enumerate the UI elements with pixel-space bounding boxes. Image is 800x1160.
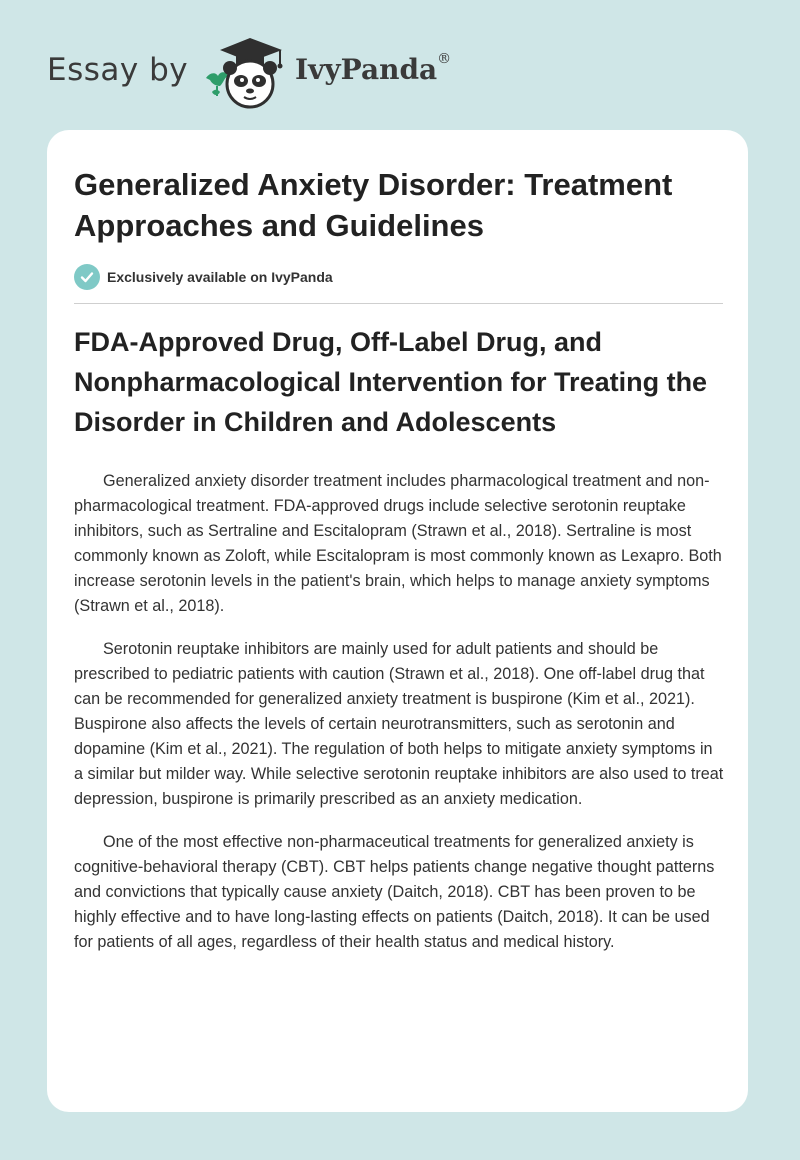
paragraph: One of the most effective non-pharmaceutical treatments for generalized anxiety is cognitive-behavioral therapy (CBT). CBT helps patients change negative thought patterns and convictions that typically cause anxiety (Daitch, 2018). CBT has been proven to be highly effective and to have long-lasting effects on patients (Daitch, 2018). It can be used for patients of all ages, regardless of their health status and medical history. xyxy=(74,833,715,951)
paragraph: Generalized anxiety disorder treatment includes pharmacological treatment and non-pharmacological treatment. FDA-approved drugs include selective serotonin reuptake inhibitors, such as Sertraline and Escitalopram (Strawn et al., 2018). Sertraline is most commonly known as Zoloft, while Escitalopram is most commonly known as Lexapro. Both increase serotonin levels in the patient's brain, which helps to manage anxiety symptoms (Strawn et al., 2018). xyxy=(74,472,722,615)
page-title: Generalized Anxiety Disorder: Treatment Approaches and Guidelines xyxy=(74,167,673,243)
paragraph: Serotonin reuptake inhibitors are mainly used for adult patients and should be prescribed to pediatric patients with caution (Strawn et al., 2018). One off-label drug that can be recommended for generalized anxiety treatment is buspirone (Kim et al., 2021). Buspirone also affects the levels of certain neurotransmitters, such as serotonin and dopamine (Kim et al., 2021). The regulation of both helps to mitigate anxiety symptoms in a similar but milder way. While selective serotonin reuptake inhibitors are also used to treat depression, buspirone is primarily prescribed as an anxiety medication. xyxy=(74,640,724,808)
essay-by-label: Essay by xyxy=(47,52,189,88)
ivy-leaf-icon xyxy=(206,72,228,96)
site-header xyxy=(47,32,547,112)
essay-card xyxy=(47,130,748,1112)
essay-body xyxy=(74,469,726,973)
section-heading: FDA-Approved Drug, Off-Label Drug, and Nonpharmacological Intervention for Treating the Disorder in Children and Adolescents xyxy=(74,327,708,437)
brand-name[interactable]: IvyPanda® xyxy=(295,51,452,86)
divider xyxy=(74,303,723,304)
exclusive-badge-label: Exclusively available on IvyPanda xyxy=(107,269,333,285)
panda-graduate-logo-icon[interactable] xyxy=(202,34,288,110)
exclusive-badge xyxy=(74,264,333,290)
check-circle-icon xyxy=(74,264,100,290)
registered-mark: ® xyxy=(437,51,452,67)
